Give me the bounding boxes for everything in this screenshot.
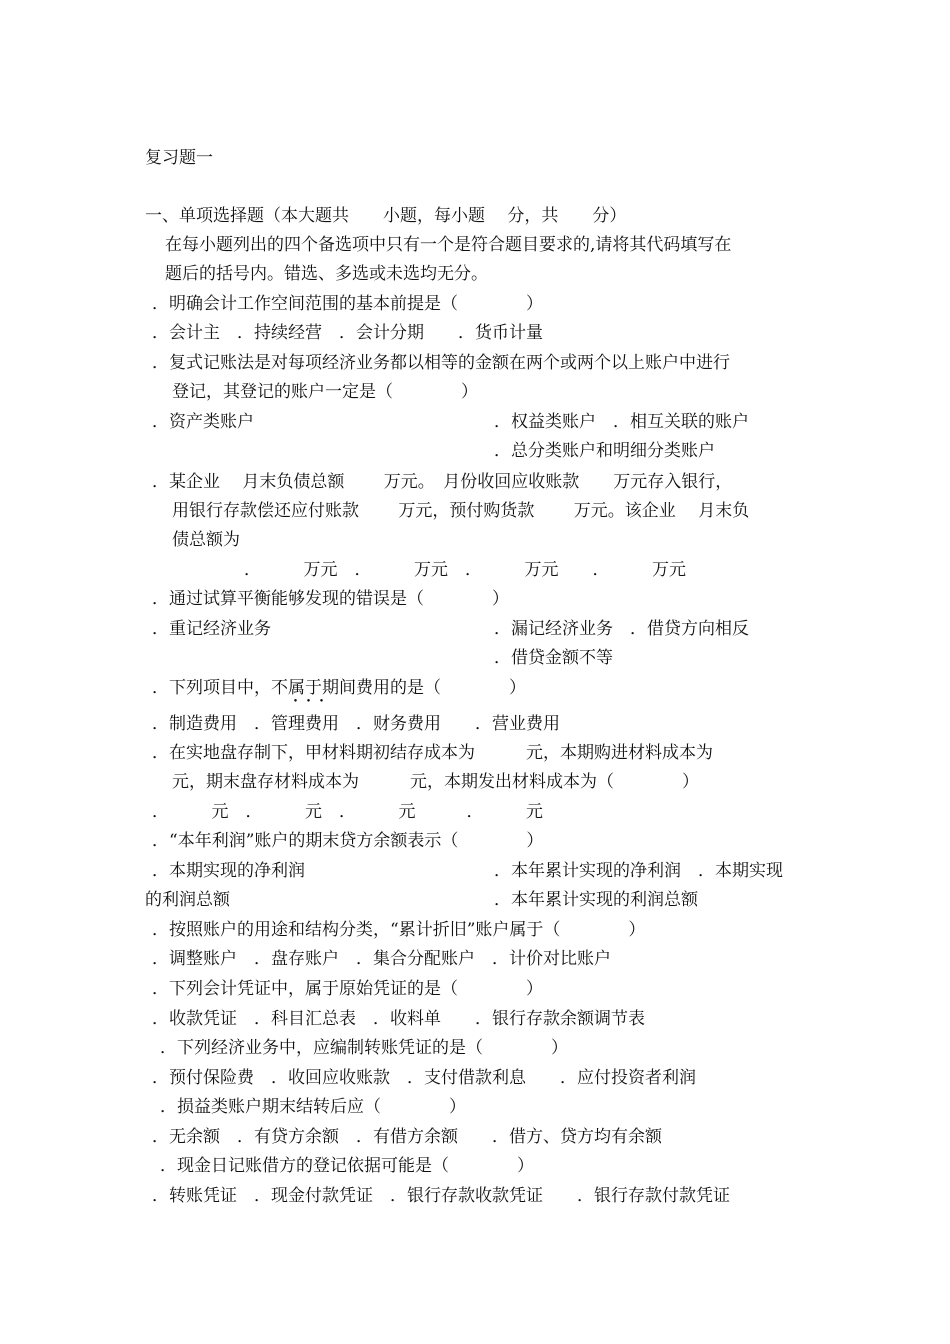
question-3-line-3: 债总额为: [172, 530, 240, 550]
question-3-line-2: 用银行存款偿还应付账款 万元，预付购货款 万元。该企业 月末负: [172, 501, 750, 521]
question-2-option-a: ．资产类账户: [152, 412, 254, 432]
question-7: ．“本年利润”账户的期末贷方余额表示（ ）: [152, 831, 544, 851]
question-10: ．下列经济业务中，应编制转账凭证的是（ ）: [160, 1038, 568, 1058]
question-6-line-1: ．在实地盘存制下，甲材料期初结存成本为 元，本期购进材料成本为: [152, 743, 713, 763]
question-7-option-d: ．本年累计实现的利润总额: [494, 890, 698, 910]
instruction-line-2: 题后的括号内。错选、多选或未选均无分。: [165, 264, 488, 284]
question-9-options: ．收款凭证 ．科目汇总表 ．收料单 ．银行存款余额调节表: [152, 1009, 645, 1029]
question-10-options: ．预付保险费 ．收回应收账款 ．支付借款利息 ．应付投资者利润: [152, 1068, 696, 1088]
question-9: ．下列会计凭证中，属于原始凭证的是（ ）: [152, 979, 543, 999]
instruction-line-1: 在每小题列出的四个备选项中只有一个是符合题目要求的,请将其代码填写在: [165, 235, 732, 255]
question-2-option-d: ．总分类账户和明细分类账户: [494, 441, 715, 461]
question-4-option-d: ．借贷金额不等: [494, 648, 613, 668]
question-6-line-2: 元，期末盘存材料成本为 元，本期发出材料成本为（ ）: [172, 772, 699, 792]
question-6-options: ． 元 ． 元 ． 元 ． 元: [152, 802, 543, 822]
question-2-line-2: 登记，其登记的账户一定是（ ）: [172, 382, 478, 402]
emphasis-dots: ･･･: [292, 694, 331, 710]
question-1: ．明确会计工作空间范围的基本前提是（ ）: [152, 294, 543, 314]
question-11-options: ．无余额 ．有贷方余额 ．有借方余额 ．借方、贷方均有余额: [152, 1127, 662, 1147]
doc-title: 复习题一: [145, 148, 213, 168]
question-3-line-1: ．某企业 月末负债总额 万元。 月份收回应收账款 万元存入银行，: [152, 472, 733, 492]
question-12: ．现金日记账借方的登记依据可能是（ ）: [160, 1156, 534, 1176]
question-8: ．按照账户的用途和结构分类，“累计折旧”账户属于（ ）: [152, 920, 646, 940]
question-5: ．下列项目中，不属于期间费用的是（ ）: [152, 678, 526, 698]
question-3-options: ． 万元 ． 万元 ． 万元 ． 万元: [244, 560, 686, 580]
question-4: ．通过试算平衡能够发现的错误是（ ）: [152, 589, 509, 609]
question-7-option-c-cont: 的利润总额: [145, 890, 230, 910]
question-7-options-bc: ．本年累计实现的净利润 ．本期实现: [494, 861, 783, 881]
question-2-line-1: ．复式记账法是对每项经济业务都以相等的金额在两个或两个以上账户中进行: [152, 353, 730, 373]
question-1-options: ．会计主 ．持续经营 ．会计分期 ．货币计量: [152, 323, 543, 343]
question-7-option-a: ．本期实现的净利润: [152, 861, 305, 881]
question-11: ．损益类账户期末结转后应（ ）: [160, 1097, 466, 1117]
question-8-options: ．调整账户 ．盘存账户 ．集合分配账户 ．计价对比账户: [152, 949, 611, 969]
question-2-options-bc: ．权益类账户 ．相互关联的账户: [494, 412, 749, 432]
section-heading: 一、单项选择题（本大题共 小题，每小题 分，共 分）: [145, 206, 627, 226]
question-5-options: ．制造费用 ．管理费用 ．财务费用 ．营业费用: [152, 714, 560, 734]
question-12-options: ．转账凭证 ．现金付款凭证 ．银行存款收款凭证 ．银行存款付款凭证: [152, 1186, 730, 1206]
question-4-option-a: ．重记经济业务: [152, 619, 271, 639]
question-4-options-bc: ．漏记经济业务 ．借贷方向相反: [494, 619, 749, 639]
